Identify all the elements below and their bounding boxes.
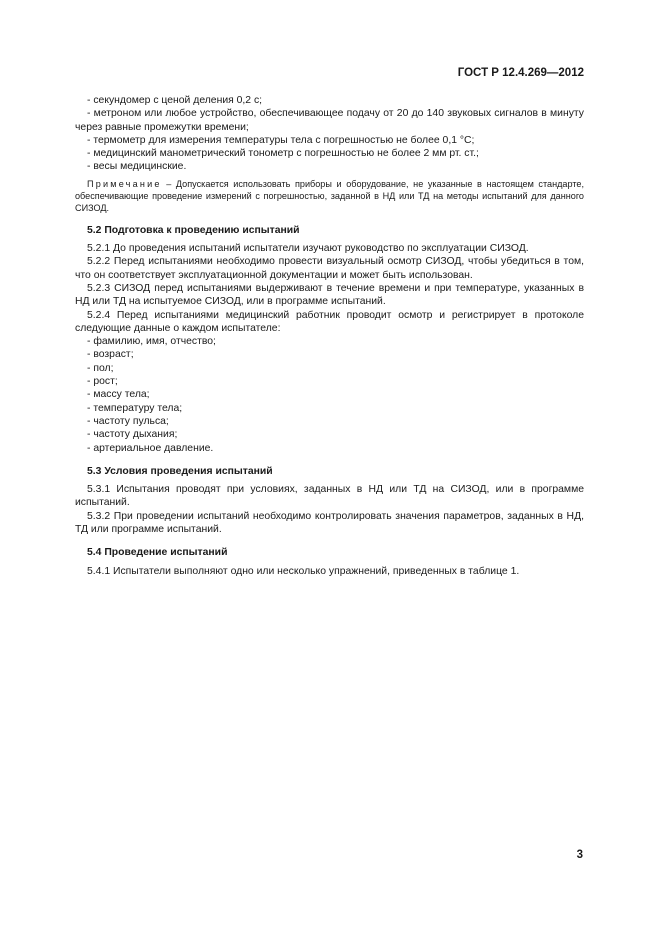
list-item: - массу тела;: [87, 389, 150, 401]
list-item: - фамилию, имя, отчество;: [87, 336, 216, 348]
list-item: - частоту пульса;: [87, 415, 169, 427]
list-item: - метроном или любое устройство, обеспечивающее подачу от 20 до 140 звуковых сигналов в минуту через равные промежутки времени;: [75, 108, 584, 133]
paragraph: 5.2.4 Перед испытаниями медицинский работник проводит осмотр и регистрирует в протоколе следующие данные о каждом испытателе:: [75, 309, 584, 334]
page-content: [75, 94, 584, 578]
list-item: - медицинский манометрический тонометр с погрешностью не более 2 мм рт. ст.;: [87, 148, 479, 160]
paragraph: 5.3.1 Испытания проводят при условиях, заданных в НД или ТД на СИЗОД, или в программе испытаний.: [75, 484, 584, 509]
list-item: - термометр для измерения температуры тела с погрешностью не более 0,1 °С;: [87, 134, 475, 146]
section-title-5-2: 5.2 Подготовка к проведению испытаний: [87, 224, 300, 236]
section-title-5-4: 5.4 Проведение испытаний: [87, 547, 228, 559]
page-number: 3: [576, 849, 583, 861]
section-title-5-3: 5.3 Условия проведения испытаний: [87, 465, 273, 477]
list-item: - секундомер с ценой деления 0,2 с;: [87, 95, 263, 106]
paragraph: 5.2.3 СИЗОД перед испытаниями выдерживают в течение времени и при температуре, указанных в НД или ТД на испытуемое СИЗОД, или в программе испытаний.: [75, 282, 584, 308]
standard-header: ГОСТ Р 12.4.269—2012: [457, 67, 584, 79]
list-item: - рост;: [87, 376, 118, 388]
paragraph: 5.2.2 Перед испытаниями необходимо провести визуальный осмотр СИЗОД, чтобы убедиться в том, что он соответствует эксплуатационной документации и может быть использован.: [75, 256, 584, 281]
list-item: - частоту дыхания;: [87, 429, 178, 441]
note: [75, 178, 584, 214]
note-label: Примечание: [87, 178, 162, 189]
note-text: – Допускается использовать приборы и оборудование, не указанные в настоящем стандарте, обеспечивающие проведение измерений с погрешностью, заданной в НД или ТД на методы испытаний для данного СИЗОД.: [75, 178, 584, 213]
list-item: - весы медицинские.: [87, 161, 187, 173]
list-item: - пол;: [87, 362, 114, 374]
list-item: - возраст;: [87, 349, 134, 361]
list-item: - температуру тела;: [87, 402, 183, 414]
paragraph: 5.2.1 До проведения испытаний испытатели изучают руководство по эксплуатации СИЗОД.: [87, 243, 529, 255]
list-item: - артериальное давление.: [87, 442, 214, 454]
paragraph: 5.3.2 При проведении испытаний необходимо контролировать значения параметров, заданных в НД, ТД или программе испытаний.: [75, 510, 584, 536]
paragraph: 5.4.1 Испытатели выполняют одно или несколько упражнений, приведенных в таблице 1.: [87, 565, 520, 577]
